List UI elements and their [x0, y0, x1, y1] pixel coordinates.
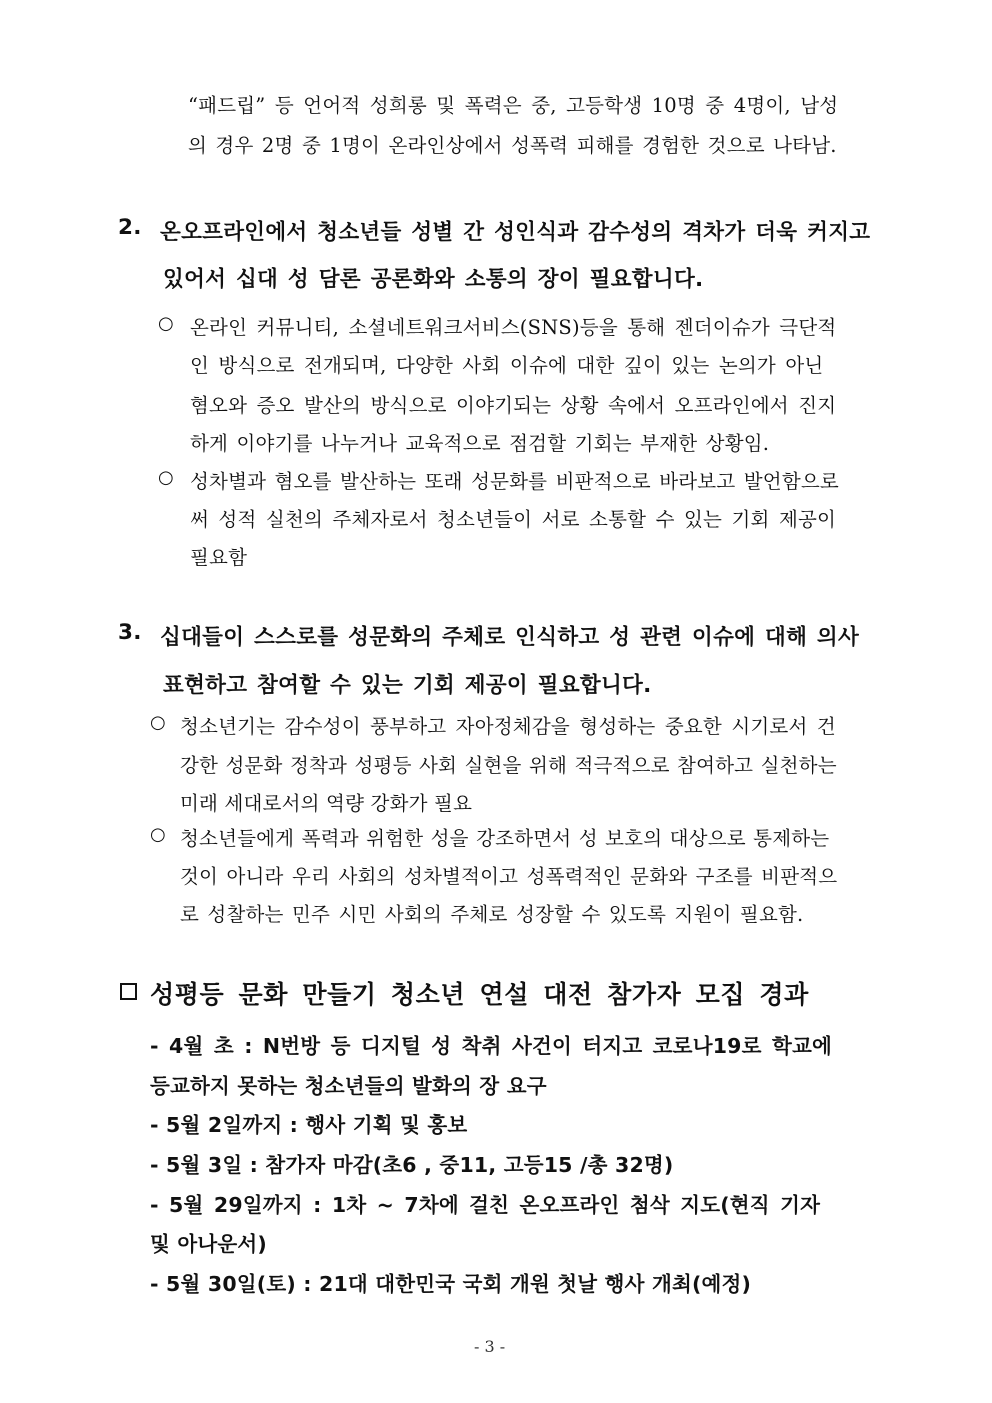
results-item-2: - 5월 2일까지 : 행사 기획 및 홍보 [150, 1113, 468, 1137]
bullet-circle-icon: ○ [158, 467, 174, 488]
results-title: 성평등 문화 만들기 청소년 연설 대전 참가자 모집 경과 [150, 980, 809, 1009]
results-item-3: - 5월 3일 : 참가자 마감(초6 , 중11, 고등15 /총 32명) [150, 1153, 674, 1177]
section-2-bullet-1-line-4: 하게 이야기를 나누거나 교육적으로 점검할 기회는 부재한 상황임. [190, 432, 770, 455]
section-2-bullet-2-line-3: 필요함 [190, 546, 248, 569]
checkbox-square-icon [120, 983, 137, 1000]
section-2-bullet-1-line-1: 온라인 커뮤니티, 소셜네트워크서비스(SNS)등을 통해 젠더이슈가 극단적 [190, 316, 837, 339]
section-2-heading-line-2: 있어서 십대 성 담론 공론화와 소통의 장이 필요합니다. [163, 267, 704, 292]
section-3-bullet-1-line-2: 강한 성문화 정착과 성평등 사회 실현을 위해 적극적으로 참여하고 실천하는 [180, 754, 837, 777]
section-3-bullet-2-line-2: 것이 아니라 우리 사회의 성차별적이고 성폭력적인 문화와 구조를 비판적으 [180, 865, 838, 888]
intro-line-1: “패드립” 등 언어적 성희롱 및 폭력은 중, 고등학생 10명 중 4명이, 남성 [188, 94, 839, 117]
results-item-1: - 4월 초 : N번방 등 디지털 성 착취 사건이 터지고 코로나19로 학교에 [150, 1034, 832, 1058]
section-2-bullet-2-line-1: 성차별과 혐오를 발산하는 또래 성문화를 비판적으로 바라보고 발언함으로 [190, 470, 839, 493]
section-3-bullet-2-line-3: 로 성찰하는 민주 시민 사회의 주체로 성장할 수 있도록 지원이 필요함. [180, 903, 804, 926]
bullet-circle-icon: ○ [158, 313, 174, 334]
section-2-number: 2. [118, 215, 142, 240]
section-3-bullet-1-line-1: 청소년기는 감수성이 풍부하고 자아정체감을 형성하는 중요한 시기로서 건 [180, 715, 836, 738]
section-2-bullet-2-line-2: 써 성적 실천의 주체자로서 청소년들이 서로 소통할 수 있는 기회 제공이 [190, 508, 837, 531]
results-item-4-continued: 및 아나운서) [150, 1232, 267, 1256]
section-3-bullet-1-line-3: 미래 세대로서의 역량 강화가 필요 [180, 792, 473, 815]
results-item-4: - 5월 29일까지 : 1차 ~ 7차에 걸친 온오프라인 첨삭 지도(현직 기자 [150, 1193, 821, 1217]
section-3-number: 3. [118, 620, 142, 645]
section-2-bullet-1-line-3: 혐오와 증오 발산의 방식으로 이야기되는 상황 속에서 오프라인에서 진지 [190, 394, 837, 417]
bullet-circle-icon: ○ [150, 712, 166, 733]
results-item-5: - 5월 30일(토) : 21대 대한민국 국회 개원 첫날 행사 개최(예정) [150, 1272, 752, 1296]
section-3-heading-line-2: 표현하고 참여할 수 있는 기회 제공이 필요합니다. [163, 673, 652, 698]
section-2-bullet-1-line-2: 인 방식으로 전개되며, 다양한 사회 이슈에 대한 깊이 있는 논의가 아닌 [190, 354, 824, 377]
section-3-heading-line-1: 십대들이 스스로를 성문화의 주체로 인식하고 성 관련 이슈에 대해 의사 [160, 625, 860, 650]
section-2-heading-line-1: 온오프라인에서 청소년들 성별 간 성인식과 감수성의 격차가 더욱 커지고 [160, 220, 871, 245]
section-3-bullet-2-line-1: 청소년들에게 폭력과 위험한 성을 강조하면서 성 보호의 대상으로 통제하는 [180, 827, 830, 850]
page-number: - 3 - [474, 1337, 506, 1356]
intro-line-2: 의 경우 2명 중 1명이 온라인상에서 성폭력 피해를 경험한 것으로 나타남. [188, 134, 837, 157]
results-item-1-continued: 등교하지 못하는 청소년들의 발화의 장 요구 [150, 1074, 547, 1098]
bullet-circle-icon: ○ [150, 824, 166, 845]
